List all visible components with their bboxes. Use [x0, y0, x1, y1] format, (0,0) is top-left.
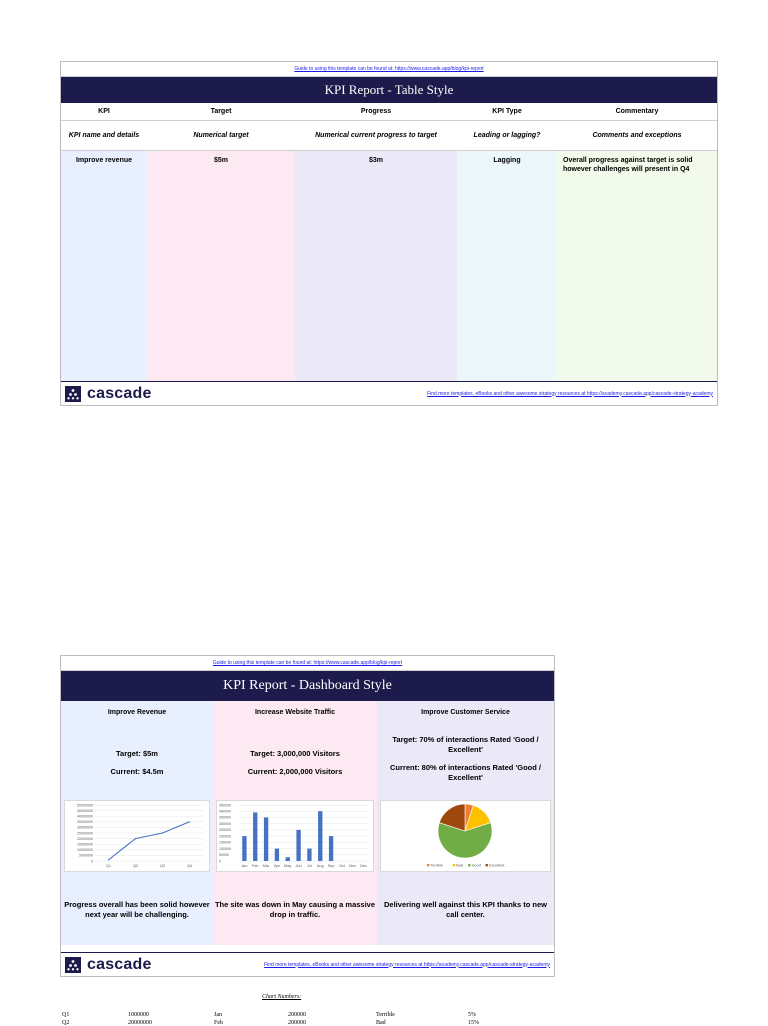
bar [275, 849, 279, 861]
description-progress: Numerical current progress to target [295, 121, 457, 151]
kpi-panel-customer-service [377, 701, 554, 945]
kpi-panel-revenue [61, 701, 213, 945]
y-tick-label: 50000000 [77, 803, 93, 808]
bar [253, 812, 257, 861]
academy-link[interactable]: Find more templates, eBooks and other awesome strategy resources at https://academy.cascade.app/cascade-strategy-academy [264, 961, 550, 968]
guide-link[interactable]: Guide to using this template can be found at: https://www.cascade.app/blog/kpi-report [294, 66, 484, 72]
x-tick-label: Jan [241, 864, 248, 868]
description-commentary: Comments and exceptions [557, 121, 717, 151]
chart-number-cell: 15% [468, 1020, 479, 1026]
description-kpi: KPI name and details [61, 121, 147, 151]
chart-number-cell: Jan [214, 1012, 222, 1018]
y-tick-label: 300000 [219, 821, 231, 826]
revenue-line-chart-svg [65, 801, 209, 869]
kpi-report-table [60, 61, 718, 406]
chart-numbers-title: Chart Numbers: [262, 994, 302, 1000]
report-footer [61, 952, 554, 976]
chart-numbers [0, 990, 768, 1024]
cell-kpi-type: Lagging [457, 151, 557, 385]
guide-text [61, 62, 717, 77]
bar [318, 811, 322, 861]
chart-number-cell: Terrible [376, 1012, 395, 1018]
description-kpi-type: Leading or lagging? [457, 121, 557, 151]
y-tick-label: 15000000 [77, 842, 93, 847]
chart-number-cell: Bad [376, 1020, 386, 1026]
legend-label: Excellent [489, 863, 505, 868]
description-target: Numerical target [147, 121, 295, 151]
y-tick-label: 20000000 [77, 836, 93, 841]
kpi-current: Current: 2,000,000 Visitors [247, 767, 343, 776]
kpi-name: Improve Customer Service [421, 708, 510, 716]
column-header-kpi: KPI [61, 103, 147, 121]
x-tick-label: Sep [327, 864, 335, 868]
kpi-note: Delivering well against this KPI thanks to new call center. [384, 900, 547, 919]
kpi-target: Target: 3,000,000 Visitors [250, 749, 340, 758]
x-tick-label: Mar [262, 864, 270, 868]
x-tick-label: Jun [295, 864, 302, 868]
traffic-bar-chart [216, 800, 374, 872]
chart-number-cell: 200000 [288, 1020, 306, 1026]
column-header-progress: Progress [295, 103, 457, 121]
y-tick-label: 100000 [219, 846, 231, 851]
bar [286, 857, 290, 861]
legend-swatch [468, 864, 470, 866]
kpi-table [61, 103, 717, 385]
y-tick-label: 50000 [219, 853, 229, 858]
legend-label: Good [471, 863, 481, 868]
chart-number-cell: Feb [214, 1020, 223, 1026]
y-tick-label: 200000 [219, 834, 231, 839]
guide-text [61, 656, 554, 671]
legend-swatch [427, 864, 429, 866]
y-tick-label: 30000000 [77, 825, 93, 830]
bar [329, 836, 333, 861]
logo-text: cascade [87, 955, 152, 973]
y-tick-label: 10000000 [77, 848, 93, 853]
chart-number-cell: 200000 [288, 1012, 306, 1018]
guide-link[interactable]: Guide to using this template can be found at: https://www.cascade.app/blog/kpi-report [212, 660, 403, 666]
report-title: KPI Report - Table Style [61, 77, 717, 103]
y-tick-label: 0 [91, 859, 93, 864]
x-tick-label: Q2 [132, 864, 139, 868]
customer-service-pie-chart-svg [381, 801, 550, 869]
kpi-note: The site was down in May causing a massive drop in traffic. [214, 900, 376, 919]
column-header-commentary: Commentary [557, 103, 717, 121]
report-footer [61, 381, 717, 405]
y-tick-label: 5000000 [79, 853, 93, 858]
data-point [189, 821, 190, 822]
x-tick-label: Nov [349, 864, 357, 868]
x-tick-label: Q4 [186, 864, 193, 868]
kpi-note: Progress overall has been solid however next year will be challenging. [64, 900, 210, 919]
cascade-logo [65, 956, 152, 974]
x-tick-label: Apr [273, 864, 280, 868]
kpi-target: Target: $5m [116, 749, 158, 758]
legend-swatch [486, 864, 488, 866]
x-tick-label: Feb [251, 864, 259, 868]
column-header-kpi-type: KPI Type [457, 103, 557, 121]
traffic-bar-chart-svg [217, 801, 373, 869]
y-tick-label: 400000 [219, 809, 231, 814]
academy-link[interactable]: Find more templates, eBooks and other awesome strategy resources at https://academy.cascade.app/cascade-strategy-academy [427, 390, 713, 397]
kpi-name: Increase Website Traffic [254, 708, 336, 716]
x-tick-label: Jul [306, 864, 312, 868]
kpi-name: Improve Revenue [107, 708, 167, 716]
cascade-logo [65, 385, 152, 403]
bar [264, 817, 268, 861]
y-tick-label: 350000 [219, 815, 231, 820]
revenue-line-chart [64, 800, 210, 872]
chart-number-cell: 1000000 [128, 1012, 149, 1018]
bar [307, 849, 311, 861]
y-tick-label: 35000000 [77, 820, 93, 825]
x-tick-label: Q3 [159, 864, 166, 868]
kpi-current: Current: 80% of interactions Rated 'Good / Excellent' [390, 763, 541, 782]
kpi-target: Target: 70% of interactions Rated 'Good / Excellent' [392, 735, 539, 754]
legend-label: Terrible [430, 863, 443, 868]
chart-number-cell: 20000000 [128, 1020, 152, 1026]
dashboard-grid [61, 701, 554, 945]
x-tick-label: May [284, 864, 292, 868]
x-tick-label: Q1 [105, 864, 112, 868]
chart-number-cell: Q1 [62, 1012, 70, 1018]
kpi-panel-traffic [213, 701, 377, 945]
kpi-report-dashboard [60, 655, 555, 977]
cascade-logo-icon [65, 386, 81, 402]
y-tick-label: 250000 [219, 828, 231, 833]
y-tick-label: 45000000 [77, 808, 93, 813]
data-point [135, 838, 136, 839]
data-point [162, 832, 163, 833]
y-tick-label: 150000 [219, 840, 231, 845]
cell-kpi: Improve revenue [61, 151, 147, 385]
legend-label: Bad [456, 863, 464, 868]
cell-target: $5m [147, 151, 295, 385]
x-tick-label: Aug [316, 864, 324, 868]
column-header-target: Target [147, 103, 295, 121]
y-tick-label: 0 [219, 859, 221, 864]
cell-commentary: Overall progress against target is solid however challenges will present in Q4 [557, 151, 717, 385]
bar [242, 836, 246, 861]
y-tick-label: 450000 [219, 803, 231, 808]
report-title: KPI Report - Dashboard Style [61, 671, 554, 701]
data-point [108, 859, 109, 860]
cell-progress: $3m [295, 151, 457, 385]
y-tick-label: 40000000 [77, 814, 93, 819]
bar [296, 830, 300, 861]
chart-number-cell: Q2 [62, 1020, 70, 1026]
x-tick-label: Dec [360, 864, 367, 868]
customer-service-pie-chart [380, 800, 551, 872]
legend-swatch [453, 864, 455, 866]
kpi-current: Current: $4.5m [110, 767, 164, 776]
chart-number-cell: 5% [468, 1012, 476, 1018]
y-tick-label: 25000000 [77, 831, 93, 836]
cascade-logo-icon [65, 957, 81, 973]
x-tick-label: Oct [338, 864, 345, 868]
logo-text: cascade [87, 384, 152, 402]
